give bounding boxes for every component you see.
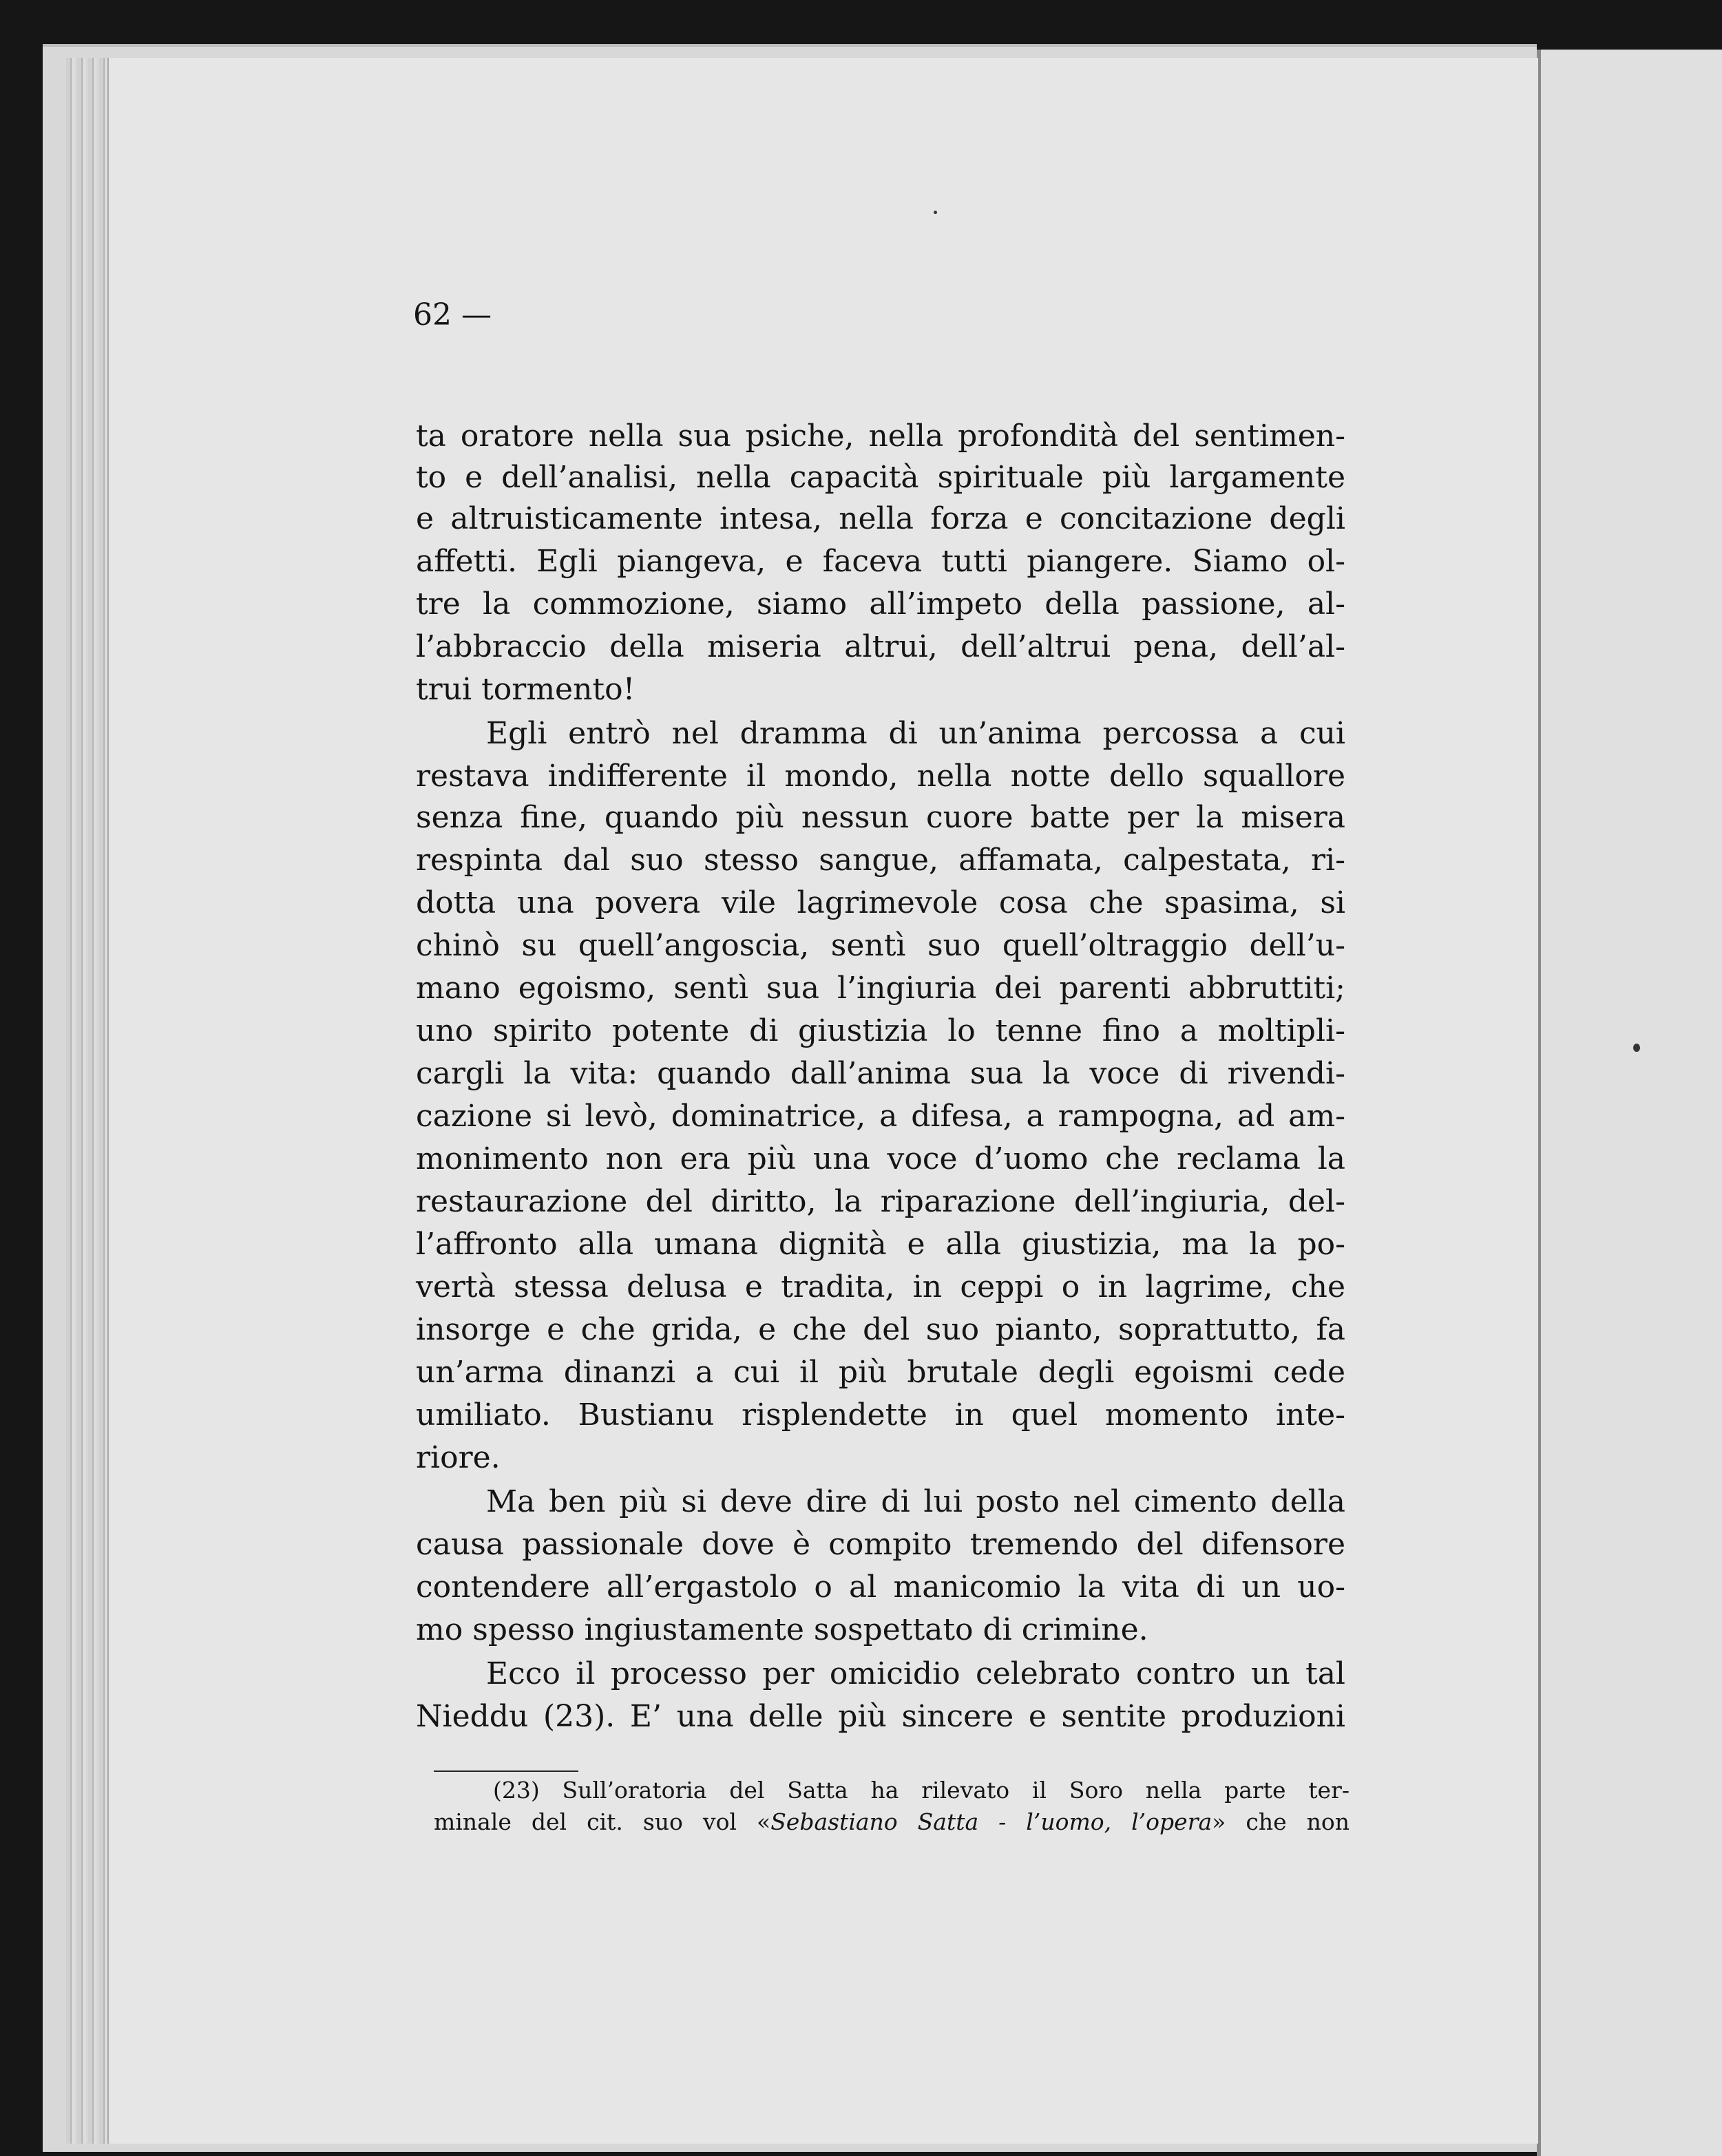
body-line: restaurazione del diritto, la riparazione dell’ingiuria, del- [416,1184,1345,1219]
dust-speck [1633,1044,1640,1052]
body-line: restava indifferente il mondo, nella notte dello squallore [416,759,1345,794]
body-line: monimento non era più una voce d’uomo che reclama la [416,1141,1345,1176]
dust-speck [934,211,937,214]
body-line: causa passionale dove è compito tremendo del difensore [416,1527,1345,1562]
footnote-rule [434,1771,578,1772]
footnote-text: minale del cit. suo vol « [434,1808,771,1835]
body-line: uno spirito potente di giustizia lo tenne fino a moltipli- [416,1013,1345,1048]
body-line: to e dell’analisi, nella capacità spirituale più largamente [416,460,1345,495]
body-line: tre la commozione, siamo all’impeto della passione, al- [416,586,1345,622]
body-line: l’abbraccio della miseria altrui, dell’altrui pena, dell’al- [416,629,1345,664]
footnote-line [434,1810,1350,1833]
body-line: cargli la vita: quando dall’anima sua la voce di rivendi- [416,1056,1345,1091]
body-line: mano egoismo, sentì sua l’ingiuria dei parenti abbruttiti; [416,971,1345,1006]
page-number: 62 — [413,297,492,332]
body-line: mo spesso ingiustamente sospettato di crimine. [416,1612,1148,1647]
body-line: cazione si levò, dominatrice, a difesa, a rampogna, ad am- [416,1099,1345,1134]
body-line: vertà stessa delusa e tradita, in ceppi o in lagrime, che [416,1269,1345,1304]
footnote-book-title: Sebastiano Satta - l’uomo, l’opera [770,1808,1212,1835]
body-line: Ecco il processo per omicidio celebrato contro un tal [486,1656,1345,1691]
body-line: l’affronto alla umana dignità e alla giustizia, ma la po- [416,1227,1345,1262]
body-line: e altruisticamente intesa, nella forza e concitazione degli [416,501,1345,536]
body-line: Egli entrò nel dramma di un’anima percossa a cui [486,716,1345,751]
body-line: contendere all’ergastolo o al manicomio la vita di un uo- [416,1570,1345,1605]
footnote-line: (23) Sull’oratoria del Satta ha rilevato il Soro nella parte ter- [493,1777,1350,1804]
body-line: senza fine, quando più nessun cuore batte per la misera [416,800,1345,835]
facing-page-edge [1537,50,1722,2156]
body-line: dotta una povera vile lagrimevole cosa che spasima, si [416,885,1345,920]
body-line: ta oratore nella sua psiche, nella profondità del sentimen- [416,419,1345,454]
body-line: riore. [416,1440,501,1475]
body-line: Nieddu (23). E’ una delle più sincere e sentite produzioni [416,1699,1345,1734]
footnote-text: » che non [1212,1808,1350,1835]
body-line: trui tormento! [416,672,636,707]
body-line: respinta dal suo stesso sangue, affamata, calpestata, ri- [416,843,1345,878]
body-line: umiliato. Bustianu risplendette in quel momento inte- [416,1397,1345,1433]
body-line: affetti. Egli piangeva, e faceva tutti piangere. Siamo ol- [416,544,1345,579]
body-line: chinò su quell’angoscia, sentì suo quell’oltraggio dell’u- [416,928,1345,963]
body-line: insorge e che grida, e che del suo pianto, soprattutto, fa [416,1312,1345,1347]
body-line: Ma ben più si deve dire di lui posto nel cimento della [486,1484,1345,1519]
body-line: un’arma dinanzi a cui il più brutale degli egoismi cede [416,1355,1345,1390]
